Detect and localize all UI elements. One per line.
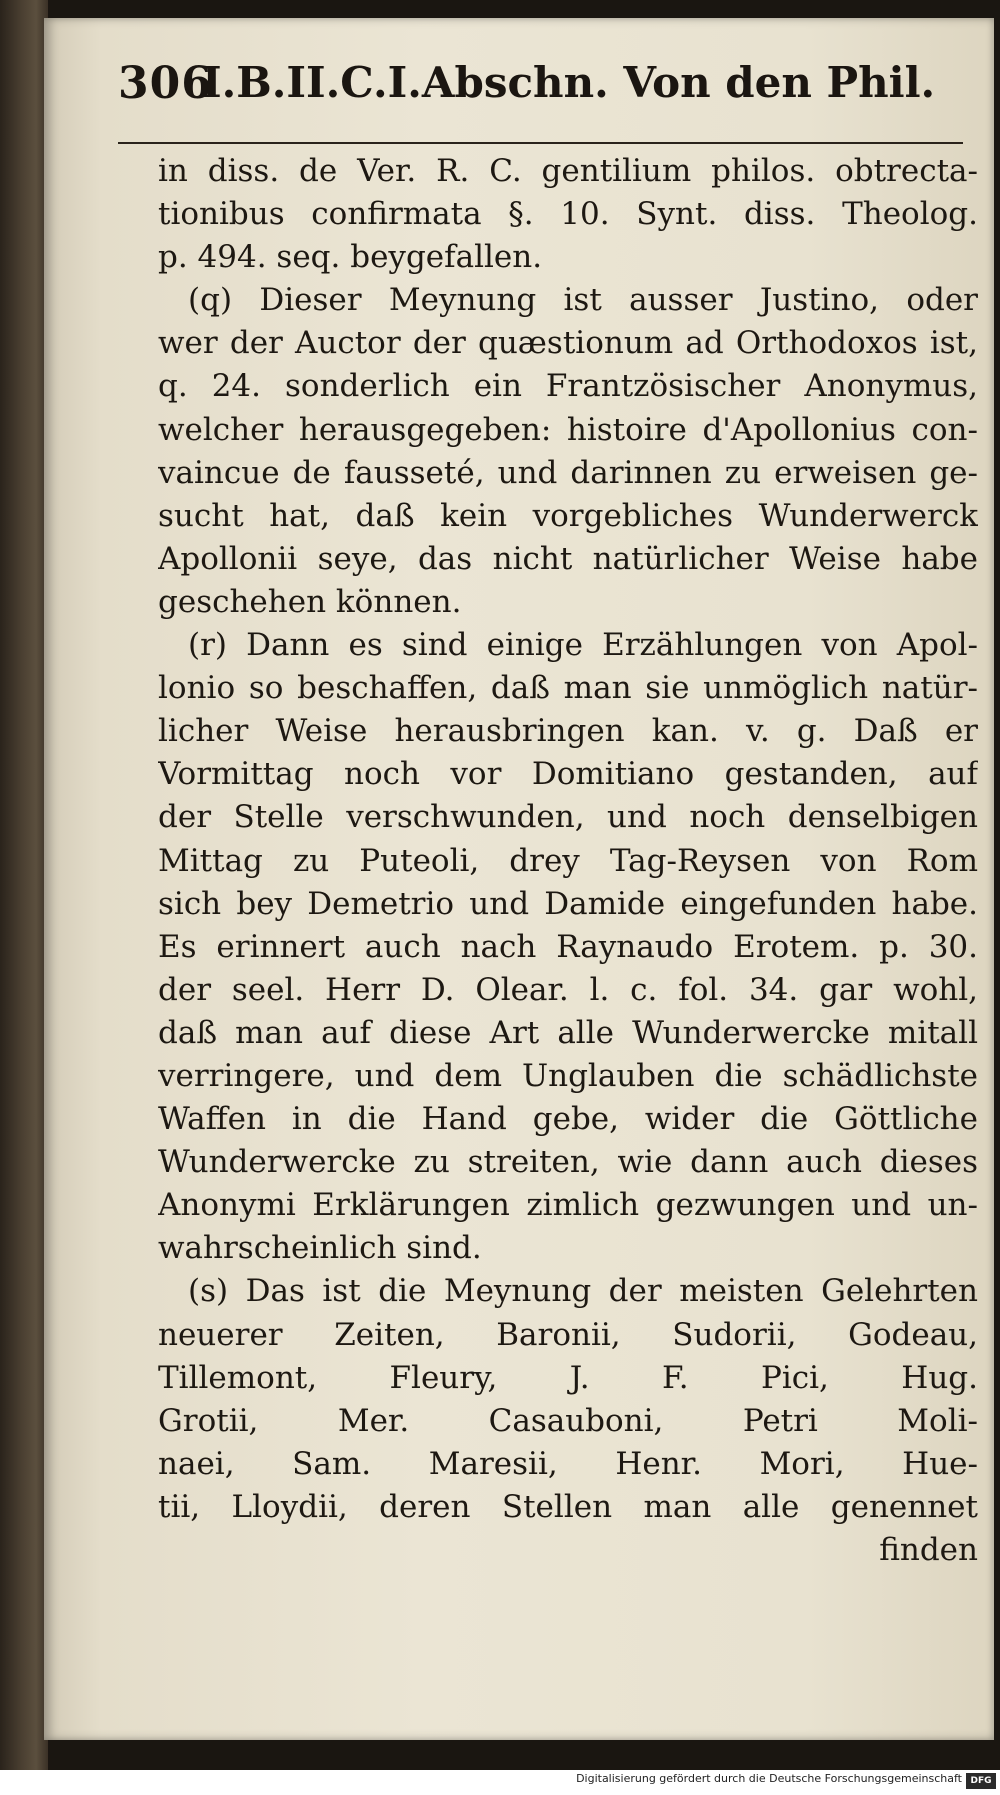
text-line: der seel. Herr D. Olear. l. c. fol. 34. gar wohl,	[158, 971, 978, 1008]
text-line: der Stelle verschwunden, und noch denselbigen	[158, 799, 978, 836]
text-line: Waffen in die Hand gebe, wider die Göttliche	[158, 1101, 978, 1138]
text-line: tionibus confirmata §. 10. Synt. diss. Theolog.	[158, 196, 978, 233]
page-header	[118, 58, 958, 128]
text-line: in diss. de Ver. R. C. gentilium philos. obtrecta-	[158, 153, 978, 189]
text-line: (s) Das ist die Meynung der meisten Gelehrten	[188, 1273, 978, 1310]
catchword: finden	[879, 1532, 978, 1568]
text-line: (r) Dann es sind einige Erzählungen von Apol-	[188, 627, 978, 664]
text-line: Vormittag noch vor Domitiano gestanden, auf	[158, 756, 978, 793]
body-text	[158, 150, 978, 1572]
text-line: geschehen können.	[158, 583, 462, 620]
header-rule	[118, 142, 963, 144]
text-line: wahrscheinlich sind.	[158, 1230, 482, 1267]
book-edge	[0, 0, 48, 1795]
footer-bar	[0, 1770, 1000, 1795]
text-line: tii, Lloydii, deren Stellen man alle genennet	[158, 1488, 978, 1525]
text-line: Tillemont, Fleury, J. F. Pici, Hug.	[158, 1359, 978, 1396]
text-line: (q) Dieser Meynung ist ausser Justino, oder	[188, 282, 978, 319]
text-line: Es erinnert auch nach Raynaudo Erotem. p. 30.	[158, 928, 978, 965]
text-line: q. 24. sonderlich ein Frantzösischer Anonymus,	[158, 368, 978, 405]
text-line: sich bey Demetrio und Damide eingefunden habe.	[158, 885, 978, 922]
funding-credit: Digitalisierung gefördert durch die Deutsche Forschungsgemeinschaft	[576, 1772, 962, 1785]
dfg-logo: DFG	[966, 1773, 996, 1789]
text-line: sucht hat, daß kein vorgebliches Wunderwerck	[158, 497, 978, 534]
text-line: verringere, und dem Unglauben die schädlichste	[158, 1057, 978, 1094]
text-line: Wunderwercke zu streiten, wie dann auch dieses	[158, 1144, 978, 1181]
text-line: Anonymi Erklärungen zimlich gezwungen und un-	[158, 1187, 978, 1224]
page-number: 306	[118, 58, 213, 109]
text-line: Apollonii seye, das nicht natürlicher Weise habe	[158, 540, 978, 577]
text-line: neuerer Zeiten, Baronii, Sudorii, Godeau,	[158, 1316, 978, 1353]
text-line: p. 494. seq. beygefallen.	[158, 239, 543, 276]
text-line: Grotii, Mer. Casauboni, Petri Moli-	[158, 1402, 978, 1439]
text-line: licher Weise herausbringen kan. v. g. Daß er	[158, 713, 978, 750]
text-line: lonio so beschaffen, daß man sie unmöglich natür-	[158, 670, 978, 707]
text-line: Mittag zu Puteoli, drey Tag-Reysen von Rom	[158, 842, 978, 879]
text-line: welcher herausgegeben: histoire d'Apollonius con-	[158, 411, 978, 448]
running-head: I.B.II.C.I.Abschn. Von den Phil.	[202, 58, 936, 107]
text-line: vaincue de fausseté, und darinnen zu erweisen ge-	[158, 454, 978, 491]
text-line: daß man auf diese Art alle Wunderwercke mitall	[158, 1014, 978, 1051]
text-line: naei, Sam. Maresii, Henr. Mori, Hue-	[158, 1445, 978, 1482]
text-line: wer der Auctor der quæstionum ad Orthodoxos ist,	[158, 325, 978, 362]
